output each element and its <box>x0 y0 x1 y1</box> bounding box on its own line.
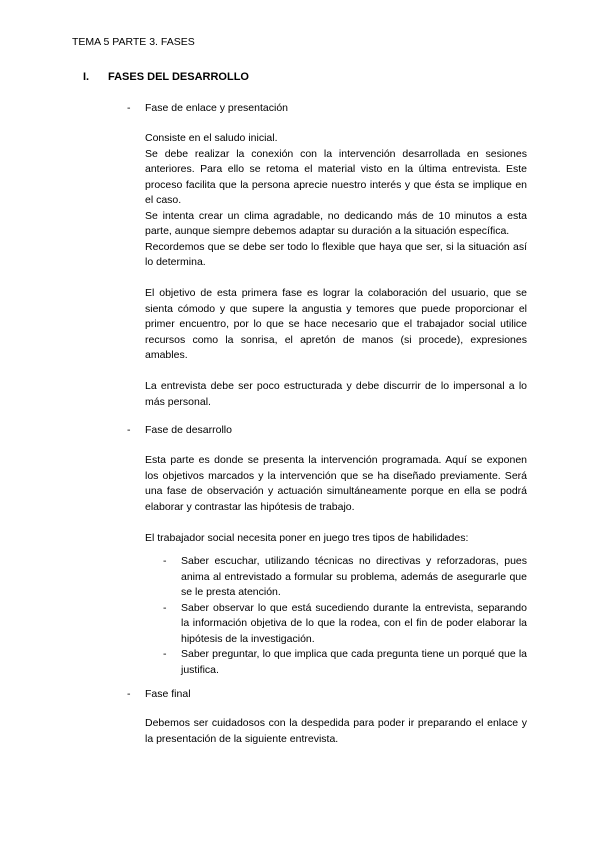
paragraph: Se intenta crear un clima agradable, no dedicando más de 10 minutos a esta parte, aunque siempre debemos adaptar su duración a la situación específica. <box>145 209 527 237</box>
phase-label: Fase final <box>145 688 191 700</box>
paragraph: Se debe realizar la conexión con la intervención desarrollada en sesiones anteriores. Para ello se retoma el material visto en la última entrevista. Este proceso facilita que la persona aprecie nuestro interés y que ésta se implique en el caso. <box>145 147 527 206</box>
phase-label: Fase de desarrollo <box>145 424 232 436</box>
section-title: FASES DEL DESARROLLO <box>108 71 249 83</box>
paragraph: Esta parte es donde se presenta la intervención programada. Aquí se exponen los objetivos marcados y la intervención que se ha diseñado previamente. Será una fase de observación y actuación simultáneamente porque en ella se podrá elaborar y contrastar las hipótesis de trabajo. <box>145 454 527 513</box>
dash-marker: - <box>127 688 131 700</box>
dash-marker: - <box>163 648 167 660</box>
dash-marker: - <box>163 555 167 567</box>
paragraph: Debemos ser cuidadosos con la despedida para poder ir preparando el enlace y la presentación de la siguiente entrevista. <box>145 717 527 745</box>
list-item <box>163 554 527 601</box>
skill-text: Saber preguntar, lo que implica que cada pregunta tiene un porqué que la justifica. <box>181 648 527 676</box>
section-heading <box>83 71 249 83</box>
dash-marker: - <box>127 424 131 436</box>
page-header: TEMA 5 PARTE 3. FASES <box>72 36 195 48</box>
dash-marker: - <box>127 102 131 114</box>
phase-label: Fase de enlace y presentación <box>145 102 289 114</box>
list-item <box>163 601 527 648</box>
phase-item-desarrollo <box>127 424 232 436</box>
skills-list <box>163 554 527 678</box>
section-number: I. <box>83 71 90 83</box>
skill-text: Saber observar lo que está sucediendo durante la entrevista, separando la información objetiva de lo que la rodea, con el fin de poder elaborar la hipótesis de la investigación. <box>181 601 527 645</box>
paragraph: El objetivo de esta primera fase es lograr la colaboración del usuario, que se sienta cómodo y que supere la angustia y temores que puede proporcionar el primer encuentro, por lo que se hace necesario que el trabajador social utilice recursos como la sonrisa, el apretón de manos (si procede), expresiones amables. <box>145 287 527 361</box>
paragraph: La entrevista debe ser poco estructurada y debe discurrir de lo impersonal a lo más personal. <box>145 380 527 408</box>
dash-marker: - <box>163 601 167 614</box>
paragraph: Recordemos que se debe ser todo lo flexible que haya que ser, si la situación así lo determina. <box>145 240 527 268</box>
paragraph: Consiste en el saludo inicial. <box>145 132 278 144</box>
phase-item-final <box>127 688 191 700</box>
phase-final-body <box>145 716 527 747</box>
paragraph: El trabajador social necesita poner en juego tres tipos de habilidades: <box>145 531 469 544</box>
phase-desarrollo-body <box>145 453 527 546</box>
skill-text: Saber escuchar, utilizando técnicas no directivas y reforzadoras, pues anima al entrevistado a formular su problema, además de asegurarle que se le presta atención. <box>181 555 527 598</box>
phase-enlace-body <box>145 131 527 410</box>
phase-item-enlace <box>127 102 288 114</box>
list-item <box>163 647 527 678</box>
